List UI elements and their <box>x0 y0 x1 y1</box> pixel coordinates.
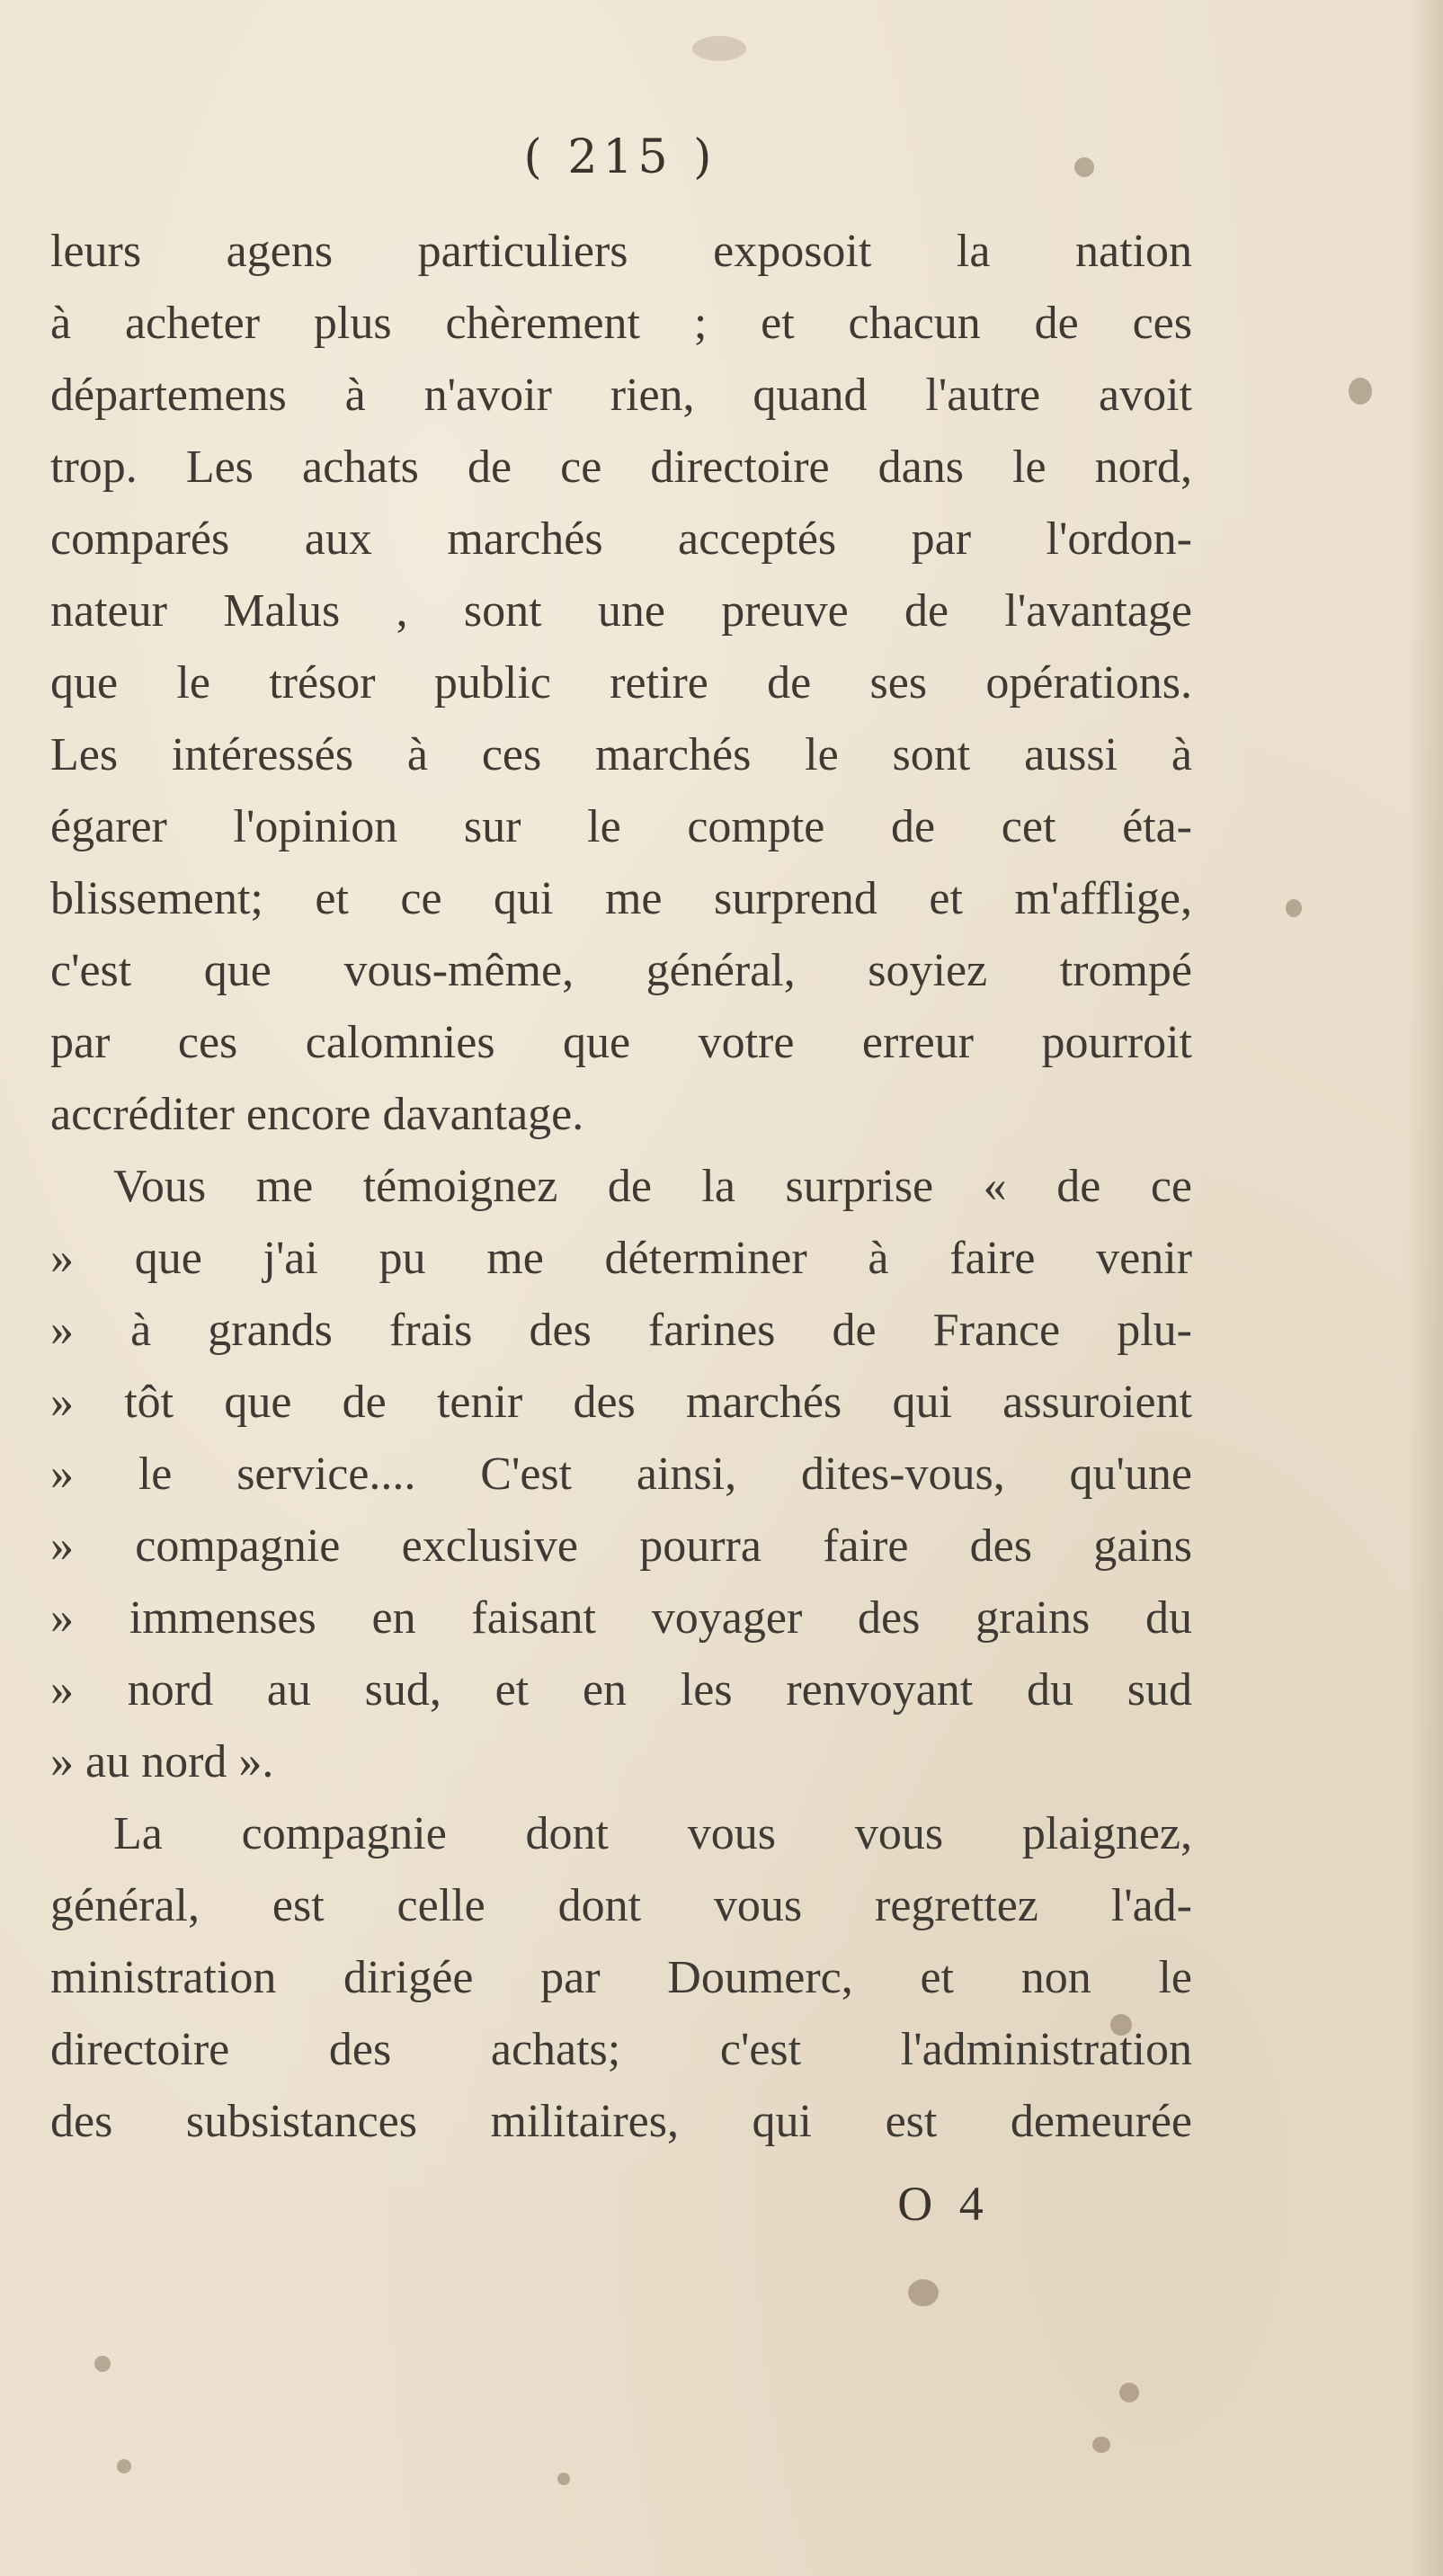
text-line: par ces calomnies que votre erreur pourroit <box>50 1017 1192 1068</box>
text-line: c'est que vous-même, général, soyiez trompé <box>50 945 1192 996</box>
foxing-speck <box>908 2279 939 2306</box>
body-text <box>50 216 1192 2158</box>
foxing-speck <box>1119 2383 1139 2402</box>
quoted-line: » immenses en faisant voyager des grains du <box>50 1592 1192 1644</box>
text-line: blissement; et ce qui me surprend et m'afflige, <box>50 873 1192 924</box>
foxing-speck <box>94 2356 111 2372</box>
foxing-speck <box>1110 2014 1132 2036</box>
foxing-speck <box>1092 2437 1110 2453</box>
quoted-line: » le service.... C'est ainsi, dites-vous, qu'une <box>50 1448 1192 1500</box>
text-line: que le trésor public retire de ses opérations. <box>50 657 1192 709</box>
text-line: ministration dirigée par Doumerc, et non le <box>50 1952 1192 2003</box>
foxing-speck <box>1074 157 1094 177</box>
foxing-speck <box>557 2473 570 2485</box>
foxing-speck <box>692 36 746 61</box>
paragraph-start-line: Vous me témoignez de la surprise « de ce <box>113 1161 1192 1212</box>
quoted-line: » au nord ». <box>50 1736 274 1787</box>
text-line: Les intéressés à ces marchés le sont aussi à <box>50 729 1192 780</box>
text-line: trop. Les achats de ce directoire dans le nord, <box>50 441 1192 493</box>
page-number-header: ( 215 ) <box>523 130 717 184</box>
text-line: nateur Malus , sont une preuve de l'avantage <box>50 585 1192 637</box>
quoted-line: » compagnie exclusive pourra faire des gains <box>50 1520 1192 1572</box>
paragraph-start-line: La compagnie dont vous vous plaignez, <box>113 1808 1192 1859</box>
quoted-line: » que j'ai pu me déterminer à faire venir <box>50 1233 1192 1284</box>
foxing-speck <box>1349 378 1372 405</box>
text-line: départemens à n'avoir rien, quand l'autre avoit <box>50 370 1192 421</box>
text-line: égarer l'opinion sur le compte de cet éta- <box>50 801 1192 852</box>
foxing-speck <box>1286 899 1302 917</box>
text-line: leurs agens particuliers exposoit la nation <box>50 226 1192 277</box>
text-line: directoire des achats; c'est l'administration <box>50 2024 1192 2075</box>
quoted-line: » tôt que de tenir des marchés qui assuroient <box>50 1377 1192 1428</box>
text-line: général, est celle dont vous regrettez l'ad- <box>50 1880 1192 1931</box>
page-edge-shadow <box>1407 0 1443 2576</box>
text-line: comparés aux marchés acceptés par l'ordon- <box>50 513 1192 565</box>
text-line: des subsistances militaires, qui est demeurée <box>50 2096 1192 2147</box>
text-line: accréditer encore davantage. <box>50 1089 584 1140</box>
foxing-speck <box>117 2459 131 2473</box>
quoted-line: » à grands frais des farines de France plu- <box>50 1305 1192 1356</box>
text-line: à acheter plus chèrement ; et chacun de ces <box>50 298 1192 349</box>
quoted-line: » nord au sud, et en les renvoyant du sud <box>50 1664 1192 1716</box>
signature-mark: O 4 <box>897 2177 991 2231</box>
